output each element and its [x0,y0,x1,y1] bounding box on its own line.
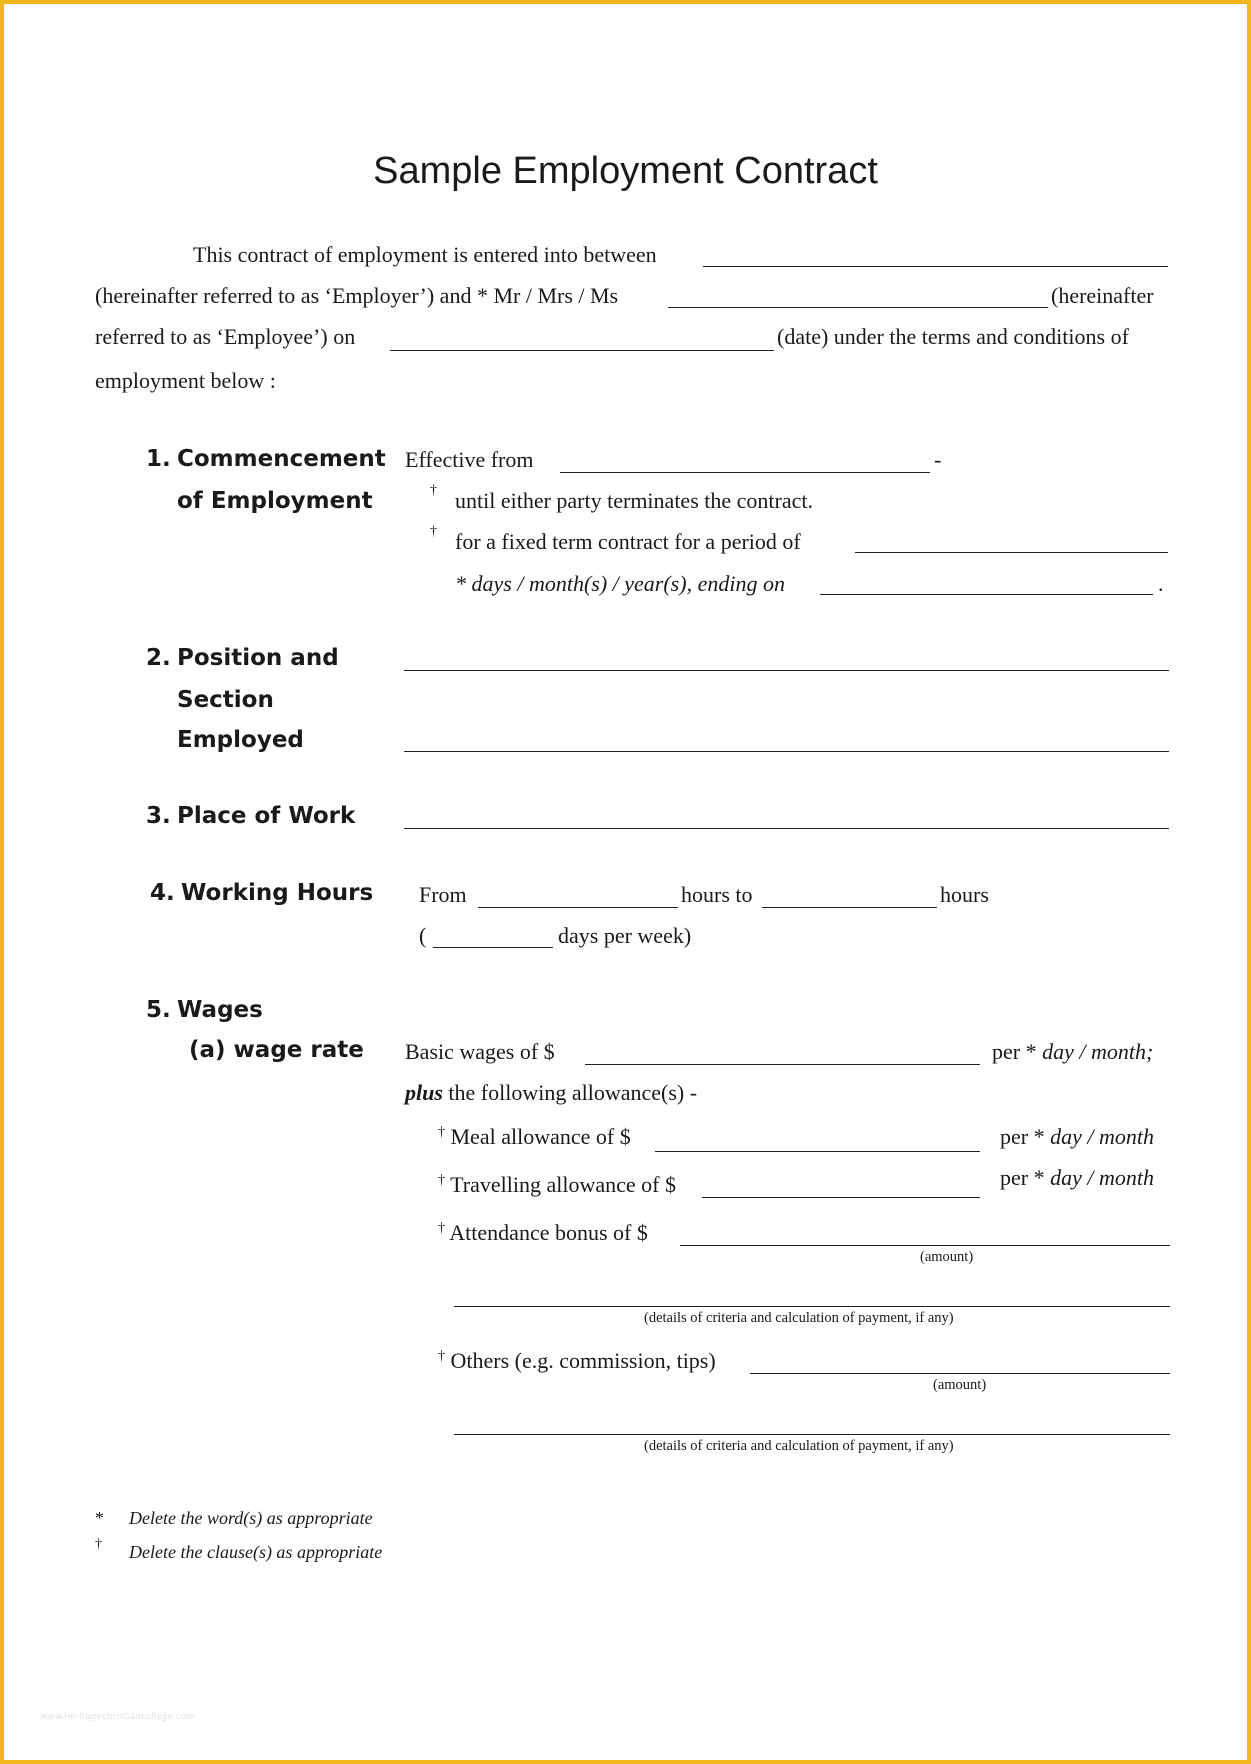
hours-from-label: From [419,882,467,907]
intro-hereinafter: (hereinafter [1051,283,1154,308]
fixed-term-period-field[interactable] [855,552,1168,553]
travel-allowance-label [438,1172,676,1198]
section-1-number: 1. [146,446,171,472]
others-details-caption: (details of criteria and calculation of payment, if any) [644,1438,954,1454]
attendance-bonus-label [438,1220,648,1246]
per-text: per * [992,1039,1037,1064]
section-3-number: 3. [146,803,171,829]
dagger-mark: † [438,1221,445,1236]
intro-line-1: This contract of employment is entered into between [193,242,657,267]
employer-name-field[interactable] [703,266,1168,267]
meal-allowance-field[interactable] [655,1151,980,1152]
watermark-text: www.heritagechristiancollege.com [40,1712,195,1722]
document-title: Sample Employment Contract [373,150,878,192]
per-text: per * [1000,1124,1045,1149]
option-until-terminated: until either party terminates the contract. [455,488,813,513]
meal-allowance-label [438,1124,631,1150]
section-5-number: 5. [146,997,171,1023]
dagger-mark: † [430,524,437,539]
footnote-star-mark: * [95,1508,104,1528]
travel-allowance-field[interactable] [702,1197,980,1198]
section-2-title-line2: Section [177,687,274,713]
section-5a-title: (a) wage rate [189,1037,364,1063]
section-3-title: Place of Work [177,803,356,829]
section-2-number: 2. [146,645,171,671]
per-unit-text: day / month [1050,1124,1154,1149]
days-per-week-field[interactable] [433,947,553,948]
hours-from-field[interactable] [478,907,678,908]
dagger-mark: † [438,1125,445,1140]
dagger-mark: † [438,1349,445,1364]
attendance-amount-caption: (amount) [920,1249,974,1265]
basic-wages-field[interactable] [585,1064,980,1065]
dagger-mark: † [430,483,437,498]
effective-from-label: Effective from [405,447,534,472]
basic-per-label [992,1039,1153,1065]
section-1-title: Commencement [177,446,386,472]
hours-label: hours [940,882,989,907]
days-open-paren: ( [419,923,427,948]
intro-line-3: referred to as ‘Employee’) on [95,324,356,349]
attendance-details-field[interactable] [454,1306,1170,1307]
per-unit-text: day / month; [1042,1039,1154,1064]
option-fixed-term: for a fixed term contract for a period of [455,529,801,554]
meal-per-label [1000,1124,1154,1150]
section-4-number: 4. [150,880,175,906]
others-label [438,1348,716,1374]
fixed-term-end-date-field[interactable] [820,594,1153,595]
section-field[interactable] [404,751,1169,752]
section-1-title-line2: of Employment [177,488,373,514]
attendance-amount-field[interactable] [680,1245,1170,1246]
intro-line-4: employment below : [95,368,276,393]
fixed-term-unit-text: * days / month(s) / year(s), ending on [455,571,785,596]
plus-allowances-line [405,1080,697,1106]
section-5-title: Wages [177,997,263,1023]
intro-line-2: (hereinafter referred to as ‘Employer’) and * Mr / Mrs / Ms [95,283,619,308]
basic-wages-label: Basic wages of $ [405,1039,555,1064]
attendance-details-caption: (details of criteria and calculation of payment, if any) [644,1310,954,1326]
days-per-week-label: days per week) [558,923,692,948]
contract-date-field[interactable] [390,350,774,351]
section-2-title: Position and [177,645,339,671]
footnote-star-text: Delete the word(s) as appropriate [129,1508,373,1528]
place-of-work-field[interactable] [404,828,1169,829]
allowances-text: the following allowance(s) - [448,1080,698,1105]
employee-name-field[interactable] [668,307,1048,308]
effective-dash: - [934,447,942,472]
fixed-term-period-mark: . [1158,571,1164,596]
footnote-dagger-text: Delete the clause(s) as appropriate [129,1542,383,1562]
others-amount-field[interactable] [750,1373,1170,1374]
hours-to-label: hours to [681,882,753,907]
plus-text: plus [405,1080,443,1105]
others-details-field[interactable] [454,1434,1170,1435]
position-field[interactable] [404,670,1169,671]
per-text: per * [1000,1165,1045,1190]
dagger-mark: † [438,1173,445,1188]
intro-date-text: (date) under the terms and conditions of [777,324,1129,349]
section-4-title: Working Hours [181,880,374,906]
per-unit-text: day / month [1050,1165,1154,1190]
meal-text: Meal allowance of $ [450,1124,631,1149]
others-text: Others (e.g. commission, tips) [450,1348,716,1373]
travel-per-label [1000,1165,1154,1191]
others-amount-caption: (amount) [933,1377,987,1393]
effective-from-field[interactable] [560,472,930,473]
section-2-title-line3: Employed [177,727,304,753]
travel-text: Travelling allowance of $ [450,1172,676,1197]
footnote-dagger-mark: † [95,1537,102,1552]
attendance-text: Attendance bonus of $ [449,1220,648,1245]
hours-to-field[interactable] [762,907,937,908]
